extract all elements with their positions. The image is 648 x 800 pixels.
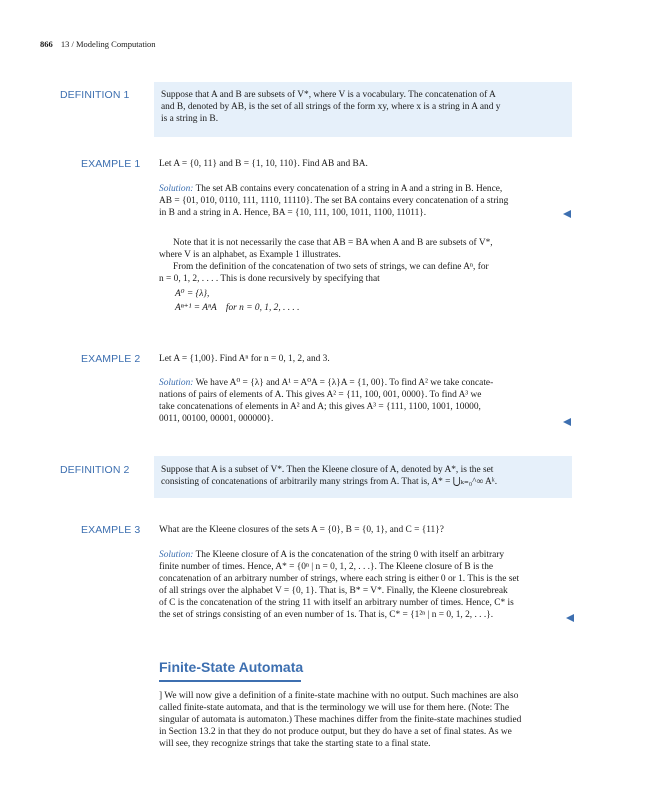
section-line: will see, they recognize strings that take the starting state to a final state. bbox=[159, 739, 431, 750]
end-of-example-icon bbox=[563, 418, 571, 426]
note-line: where V is an alphabet, as Example 1 illustrates. bbox=[159, 250, 341, 261]
solution-text: finite number of times. Hence, A* = {0ⁿ | n = 0, 1, 2, . . .}. The Kleene closure of B is the bbox=[159, 562, 494, 573]
definition-1-line: is a string in B. bbox=[161, 114, 219, 125]
solution-label: Solution: bbox=[159, 184, 194, 194]
definition-1-text bbox=[161, 89, 565, 125]
solution-text: AB = {01, 010, 0110, 111, 1110, 11110}. The set BA contains every concatenation of a string bbox=[159, 196, 509, 207]
definition-2-label: DEFINITION 2 bbox=[60, 464, 130, 476]
solution-text: 0011, 00100, 00001, 000000}. bbox=[159, 414, 274, 425]
solution-text: nations of pairs of elements of A. This gives A² = {11, 100, 001, 0000}. To find A³ we bbox=[159, 390, 482, 401]
solution-label: Solution: bbox=[159, 378, 194, 388]
note-line: n = 0, 1, 2, . . . . This is done recursively by specifying that bbox=[159, 274, 380, 285]
example-3-solution bbox=[159, 549, 571, 622]
definition-1-line: and B, denoted by AB, is the set of all strings of the form xy, where x is a string in A and y bbox=[161, 102, 501, 113]
section-title: Finite-State Automata bbox=[159, 659, 304, 675]
definition-1-line: Suppose that A and B are subsets of V*, where V is a vocabulary. The concatenation of A bbox=[161, 90, 496, 100]
example-2-problem: Let A = {1,00}. Find Aⁿ for n = 0, 1, 2, and 3. bbox=[159, 354, 330, 364]
section-line: ] We will now give a definition of a finite-state machine with no output. Such machines are also bbox=[159, 691, 519, 701]
example-1-problem: Let A = {0, 11} and B = {1, 10, 110}. Find AB and BA. bbox=[159, 159, 368, 169]
note-paragraph bbox=[159, 237, 571, 285]
definition-2-line: consisting of concatenations of arbitrarily many strings from A. That is, A* = ⋃ₖ₌₀^∞ Aᵏ. bbox=[161, 477, 498, 488]
end-of-example-icon bbox=[566, 614, 574, 622]
solution-text: take concatenations of elements in A² and A; this gives A³ = {111, 1100, 1001, 10000, bbox=[159, 402, 481, 413]
solution-text: of C is the concatenation of the string 11 with itself an arbitrary number of times. Hence, C* is bbox=[159, 598, 514, 609]
section-line: called finite-state automata, and that is the terminology we will use for them here. (Note: The bbox=[159, 703, 509, 714]
section-line: in Section 13.2 in that they do not produce output, but they do have a set of final states. As we bbox=[159, 727, 512, 738]
solution-text: We have A⁰ = {λ} and A¹ = A⁰A = {λ}A = {1, 00}. To find A² we take concate- bbox=[195, 378, 494, 388]
end-of-example-icon bbox=[563, 210, 571, 218]
note-line: From the definition of the concatenation of two sets of strings, we can define Aⁿ, for bbox=[173, 262, 489, 273]
example-3-label: EXAMPLE 3 bbox=[81, 524, 141, 536]
equation-recursive: Aⁿ⁺¹ = AⁿA for n = 0, 1, 2, . . . . bbox=[175, 303, 300, 313]
example-1-label: EXAMPLE 1 bbox=[81, 158, 141, 170]
running-title: 13 / Modeling Computation bbox=[60, 39, 156, 49]
note-line: Note that it is not necessarily the case that AB = BA when A and B are subsets of V*, bbox=[173, 238, 493, 248]
example-3-problem: What are the Kleene closures of the sets A = {0}, B = {0, 1}, and C = {11}? bbox=[159, 525, 444, 535]
solution-text: The set AB contains every concatenation of a string in A and a string in B. Hence, bbox=[195, 184, 503, 194]
definition-2-text bbox=[161, 464, 565, 488]
running-header bbox=[40, 39, 156, 49]
section-paragraph bbox=[159, 690, 571, 750]
definition-1-label: DEFINITION 1 bbox=[60, 89, 130, 101]
equation-base: A⁰ = {λ}, bbox=[175, 289, 210, 299]
solution-text: The Kleene closure of A is the concatenation of the string 0 with itself an arbitrary bbox=[195, 550, 505, 560]
section-line: singular of automata is automaton.) These machines differ from the finite-state machines studied bbox=[159, 715, 522, 726]
page-number: 866 bbox=[40, 39, 53, 49]
solution-text: of all strings over the alphabet V = {0, 1}. That is, B* = V*. Finally, the Kleene closurebreak bbox=[159, 586, 508, 597]
solution-text: the set of strings consisting of an even number of 1s. That is, C* = {1²ⁿ | n = 0, 1, 2, . . .}. bbox=[159, 610, 494, 621]
definition-2-line: Suppose that A is a subset of V*. Then the Kleene closure of A, denoted by A*, is the set bbox=[161, 465, 494, 475]
example-1-solution bbox=[159, 183, 571, 219]
section-rule bbox=[159, 680, 301, 682]
solution-text: concatenation of an arbitrary number of strings, where each string is either 0 or 1. This is the set bbox=[159, 574, 520, 585]
solution-label: Solution: bbox=[159, 550, 194, 560]
example-2-solution bbox=[159, 377, 571, 425]
solution-text: in B and a string in A. Hence, BA = {10, 111, 100, 1011, 1100, 11011}. bbox=[159, 208, 427, 219]
example-2-label: EXAMPLE 2 bbox=[81, 353, 141, 365]
